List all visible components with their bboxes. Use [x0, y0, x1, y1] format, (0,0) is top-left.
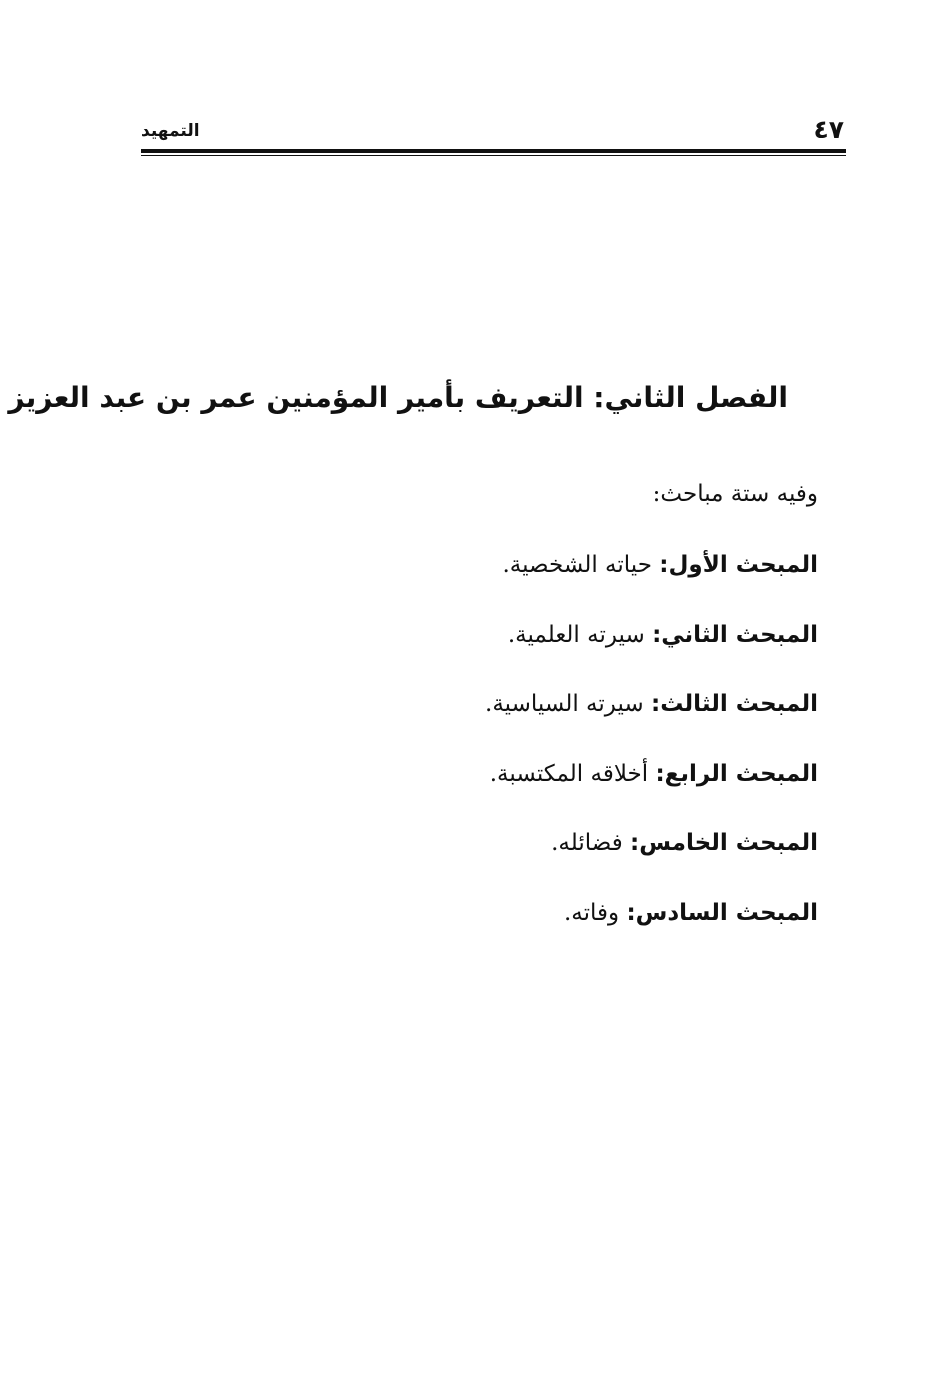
- section-item-1: [398, 548, 818, 618]
- section-label: المبحث الثالث:: [651, 691, 818, 718]
- section-label: المبحث السادس:: [626, 899, 818, 926]
- section-label: المبحث الرابع:: [655, 760, 818, 787]
- section-title: حياته الشخصية.: [502, 552, 652, 578]
- section-item-5: [398, 826, 818, 896]
- section-title: سيرته السياسية.: [485, 691, 644, 718]
- section-label: المبحث الخامس:: [630, 830, 818, 857]
- section-title: أخلاقه المكتسبة.: [489, 760, 649, 787]
- section-label: المبحث الأول:: [659, 552, 818, 578]
- section-title: سيرته العلمية.: [507, 621, 645, 648]
- section-item-3: [398, 687, 818, 757]
- page-number: ٤٧: [813, 115, 844, 144]
- header-rule-thin: [141, 155, 846, 156]
- section-item-4: [398, 757, 818, 827]
- section-label: المبحث الثاني:: [652, 621, 818, 648]
- section-item-2: [398, 618, 818, 688]
- header-rule-thick: [141, 149, 846, 153]
- page-header: [141, 114, 846, 158]
- section-item-6: [398, 896, 818, 966]
- running-title: التمهيد: [141, 121, 200, 141]
- chapter-heading: الفصل الثاني: التعريف بأمير المؤمنين عمر بن عبد العزيز: [8, 381, 788, 414]
- chapter-intro: وفيه ستة مباحث:: [652, 481, 818, 507]
- sections-list: [398, 548, 818, 966]
- section-title: وفاته.: [563, 899, 620, 926]
- section-title: فضائله.: [551, 830, 623, 857]
